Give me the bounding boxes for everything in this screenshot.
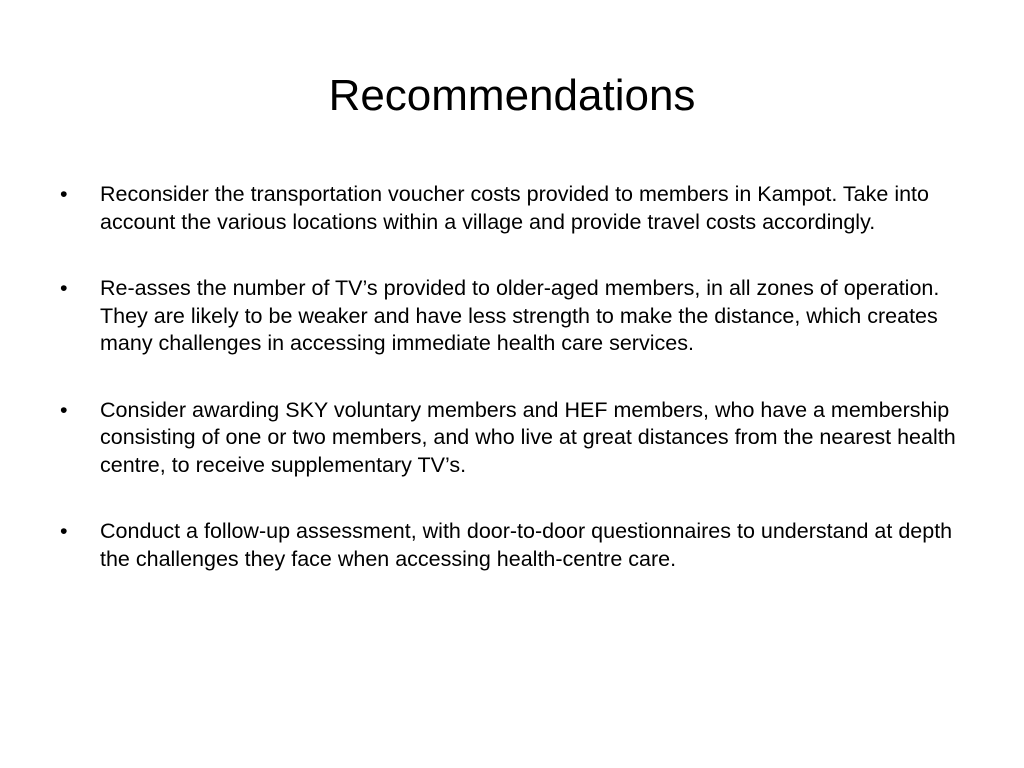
bullet-marker: • — [60, 397, 68, 422]
bullet-marker: • — [60, 519, 68, 543]
bullet-text: Reconsider the transportation voucher costs provided to members in Kampot. Take into account the various locations within a village and provide travel costs accordingly. — [100, 182, 929, 234]
slide-title: Recommendations — [328, 71, 696, 120]
bullet-list — [60, 181, 965, 612]
bullet-item-follow-up-assessment — [60, 518, 965, 573]
bullet-item-older-members — [60, 275, 965, 358]
bullet-item-sky-hef-members — [60, 397, 965, 480]
bullet-marker: • — [60, 182, 68, 206]
bullet-marker: • — [60, 276, 68, 300]
bullet-item-transport-voucher — [60, 181, 965, 236]
bullet-text: Conduct a follow-up assessment, with door-to-door questionnaires to understand at depth the challenges they face when accessing health-centre care. — [100, 519, 953, 571]
bullet-text: Re-asses the number of TV’s provided to older-aged members, in all zones of operation. They are likely to be weaker and have less strength to make the distance, which creates many challenges in accessing immediate health care services. — [100, 276, 940, 355]
bullet-text: Consider awarding SKY voluntary members and HEF members, who have a membership consisting of one or two members, and who live at great distances from the nearest health centre, to receive supplementary TV’s. — [100, 397, 956, 477]
